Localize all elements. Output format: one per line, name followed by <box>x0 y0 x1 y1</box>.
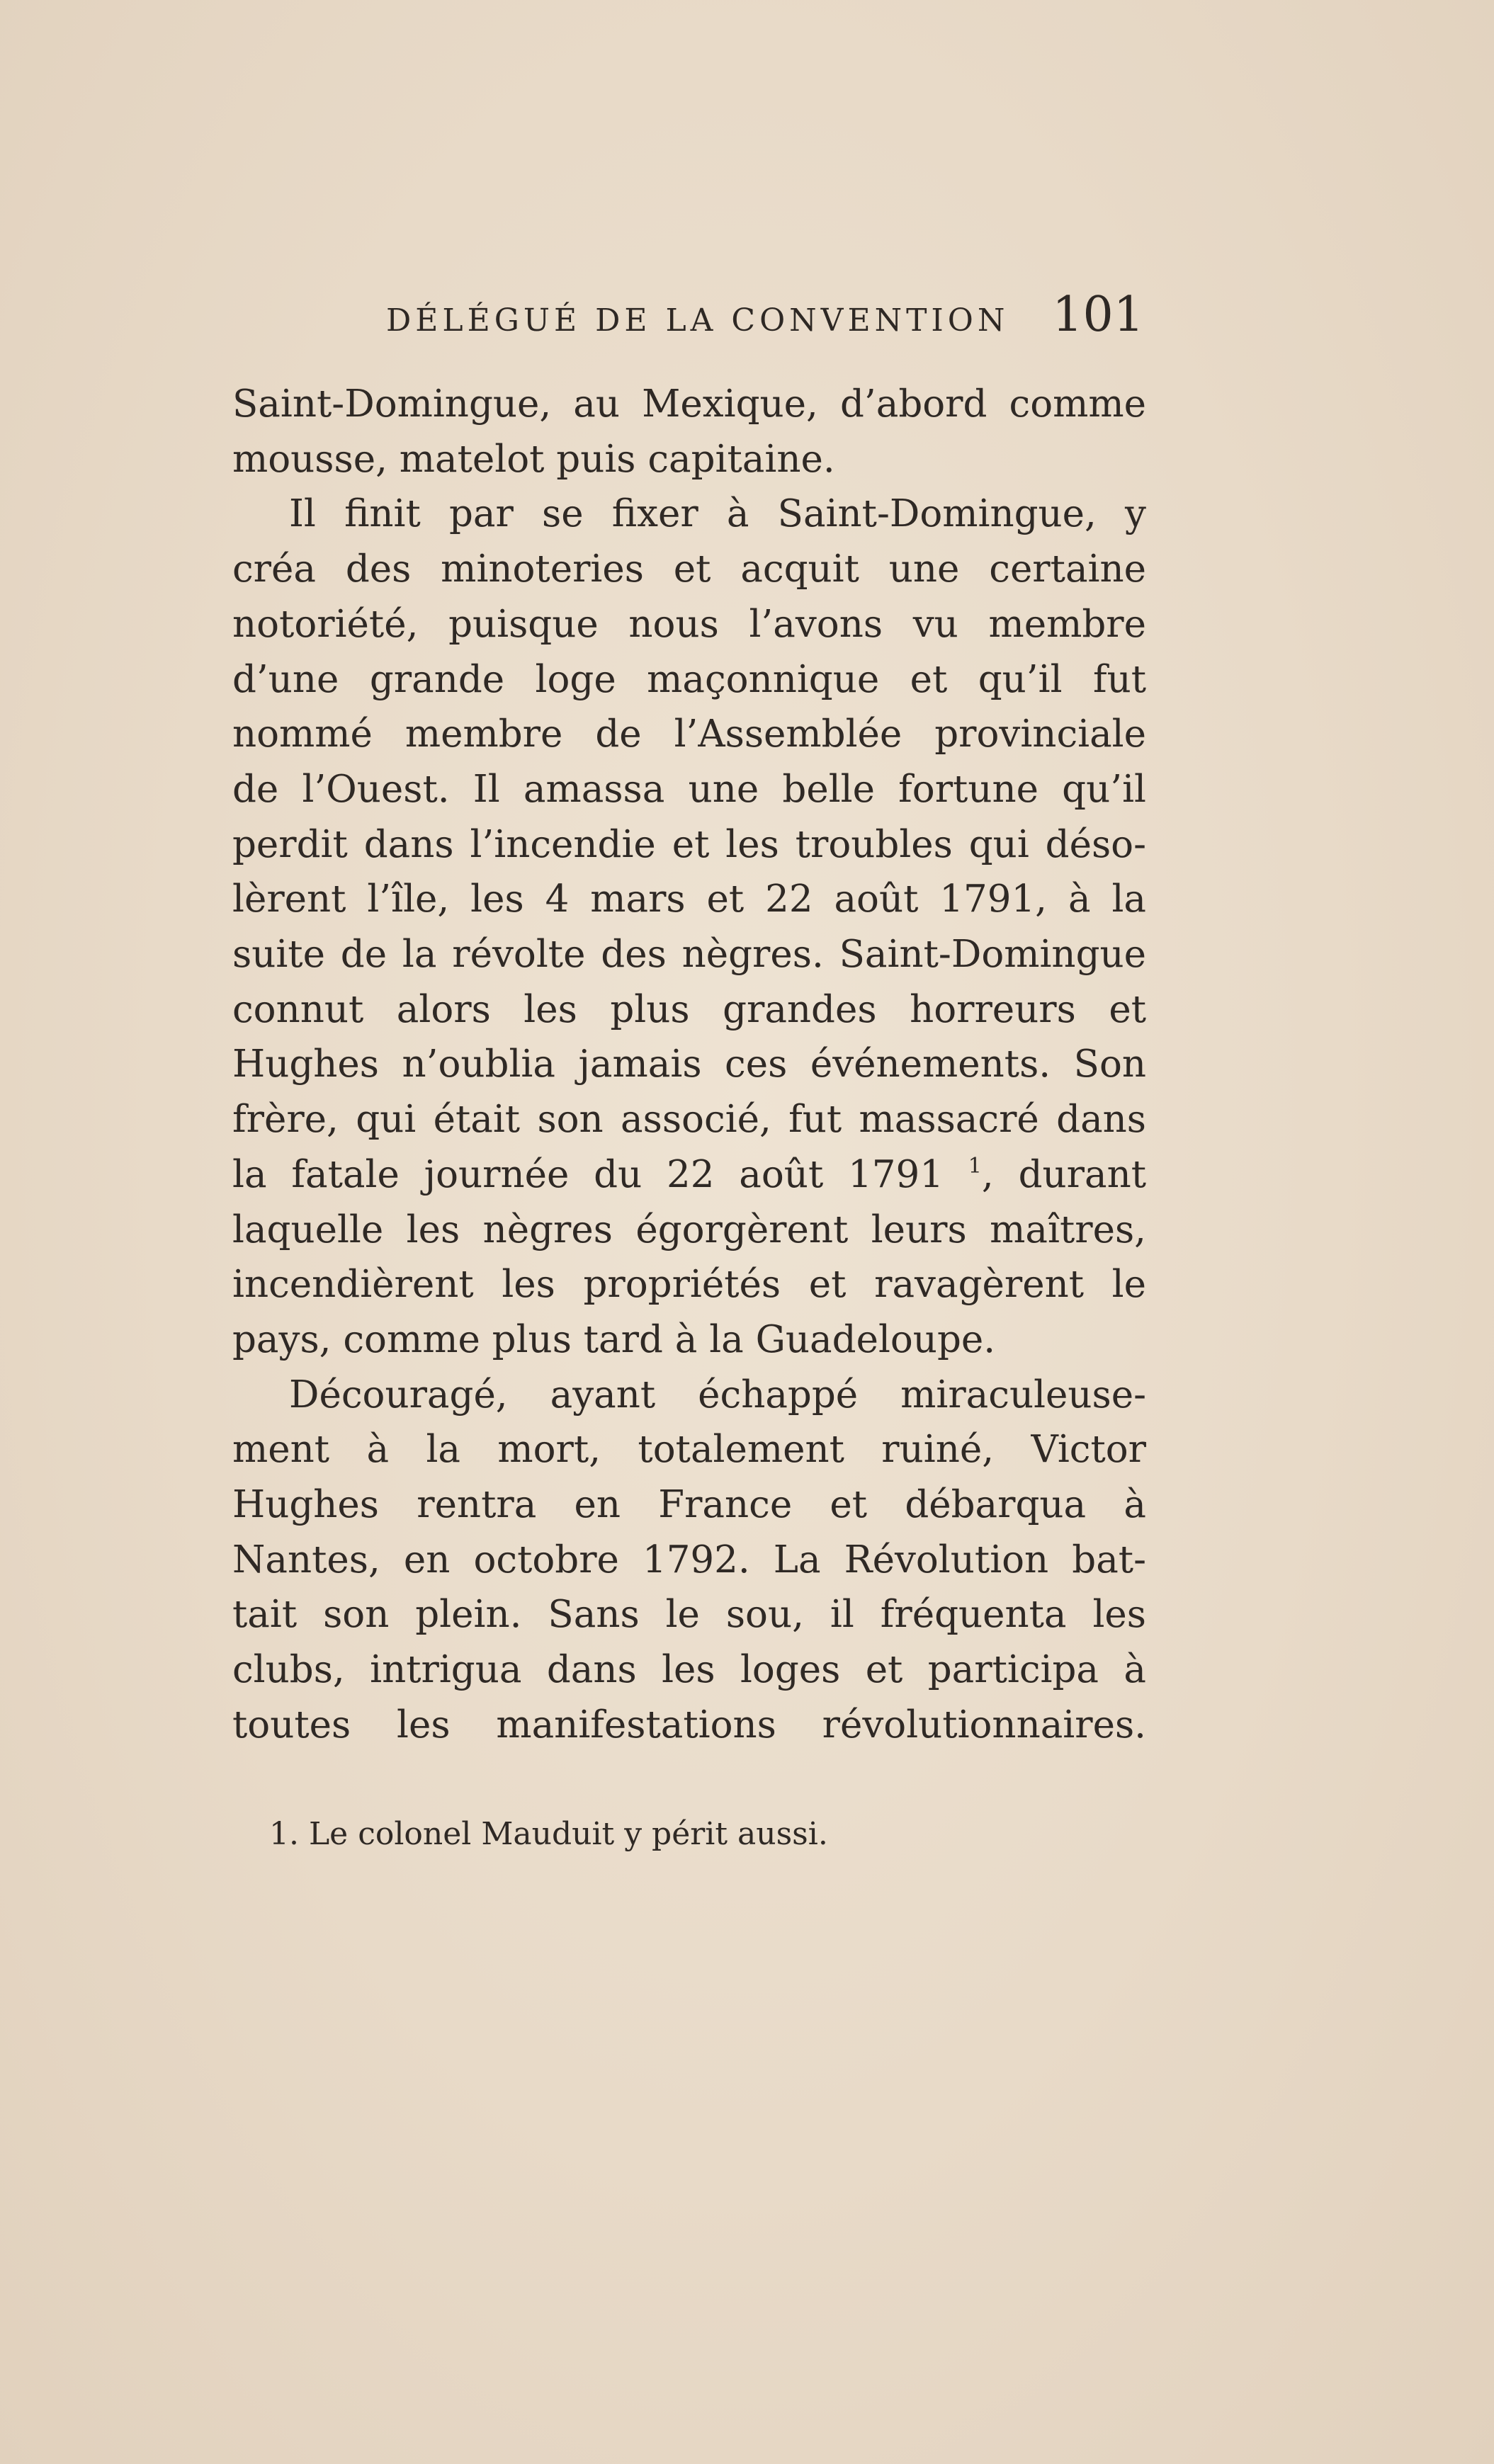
footnote-reference: 1 <box>968 1153 982 1179</box>
text-line: laquelle les nègres égorgèrent leurs maîtres, <box>232 1208 1146 1251</box>
text-line: lèrent l’île, les 4 mars et 22 août 1791, à la <box>232 878 1146 921</box>
text-line: Saint-Domingue, au Mexique, d’abord comme <box>232 382 1146 426</box>
text-line: Hughes rentra en France et débarqua à <box>232 1483 1146 1527</box>
text-line: frère, qui était son associé, fut massacré dans <box>232 1098 1146 1142</box>
text-line: Découragé, ayant échappé miraculeuse- <box>289 1373 1146 1416</box>
paragraph-3 <box>232 1368 1146 1753</box>
text-line: incendièrent les propriétés et ravagèrent le <box>232 1263 1146 1307</box>
text-line-with-note <box>232 1147 1146 1203</box>
text-line: mousse, matelot puis capitaine. <box>232 437 835 481</box>
text-line: perdit dans l’incendie et les troubles qui déso- <box>232 822 1146 866</box>
body-text <box>232 377 1146 1753</box>
text-line: créa des minoteries et acquit une certaine <box>232 547 1146 591</box>
text-line-start: la fatale journée du 22 août 1791 <box>232 1152 944 1196</box>
paragraph-2 <box>232 487 1146 1367</box>
text-line: connut alors les plus grandes horreurs et <box>232 987 1146 1031</box>
text-line-end: , durant <box>981 1152 1146 1196</box>
paragraph-1 <box>232 377 1146 487</box>
page-header <box>386 287 1144 365</box>
text-line: tait son plein. Sans le sou, il fréquenta les <box>232 1593 1146 1637</box>
text-line: suite de la révolte des nègres. Saint-Domingue <box>232 933 1146 977</box>
text-line: nommé membre de l’Assemblée provinciale <box>232 712 1146 756</box>
text-line: ment à la mort, totalement ruiné, Victor <box>232 1428 1146 1472</box>
running-title: DÉLÉGUÉ DE LA CONVENTION <box>386 302 1009 339</box>
text-line: clubs, intrigua dans les loges et participa à <box>232 1648 1146 1692</box>
text-line: toutes les manifestations révolutionnaires. <box>232 1703 1146 1747</box>
text-line: pays, comme plus tard à la Guadeloupe. <box>232 1317 996 1361</box>
text-line: notoriété, puisque nous l’avons vu membre <box>232 602 1146 646</box>
text-line: de l’Ouest. Il amassa une belle fortune qu’il <box>232 767 1146 811</box>
text-line: Nantes, en octobre 1792. La Révolution bat- <box>232 1538 1146 1582</box>
page-number: 101 <box>1052 287 1144 343</box>
text-line: Hughes n’oublia jamais ces événements. Son <box>232 1043 1146 1086</box>
text-line: Il finit par se fixer à Saint-Domingue, y <box>289 492 1146 536</box>
footnote: 1. Le colonel Mauduit y périt aussi. <box>269 1816 828 1852</box>
text-line: d’une grande loge maçonnique et qu’il fut <box>232 657 1146 701</box>
